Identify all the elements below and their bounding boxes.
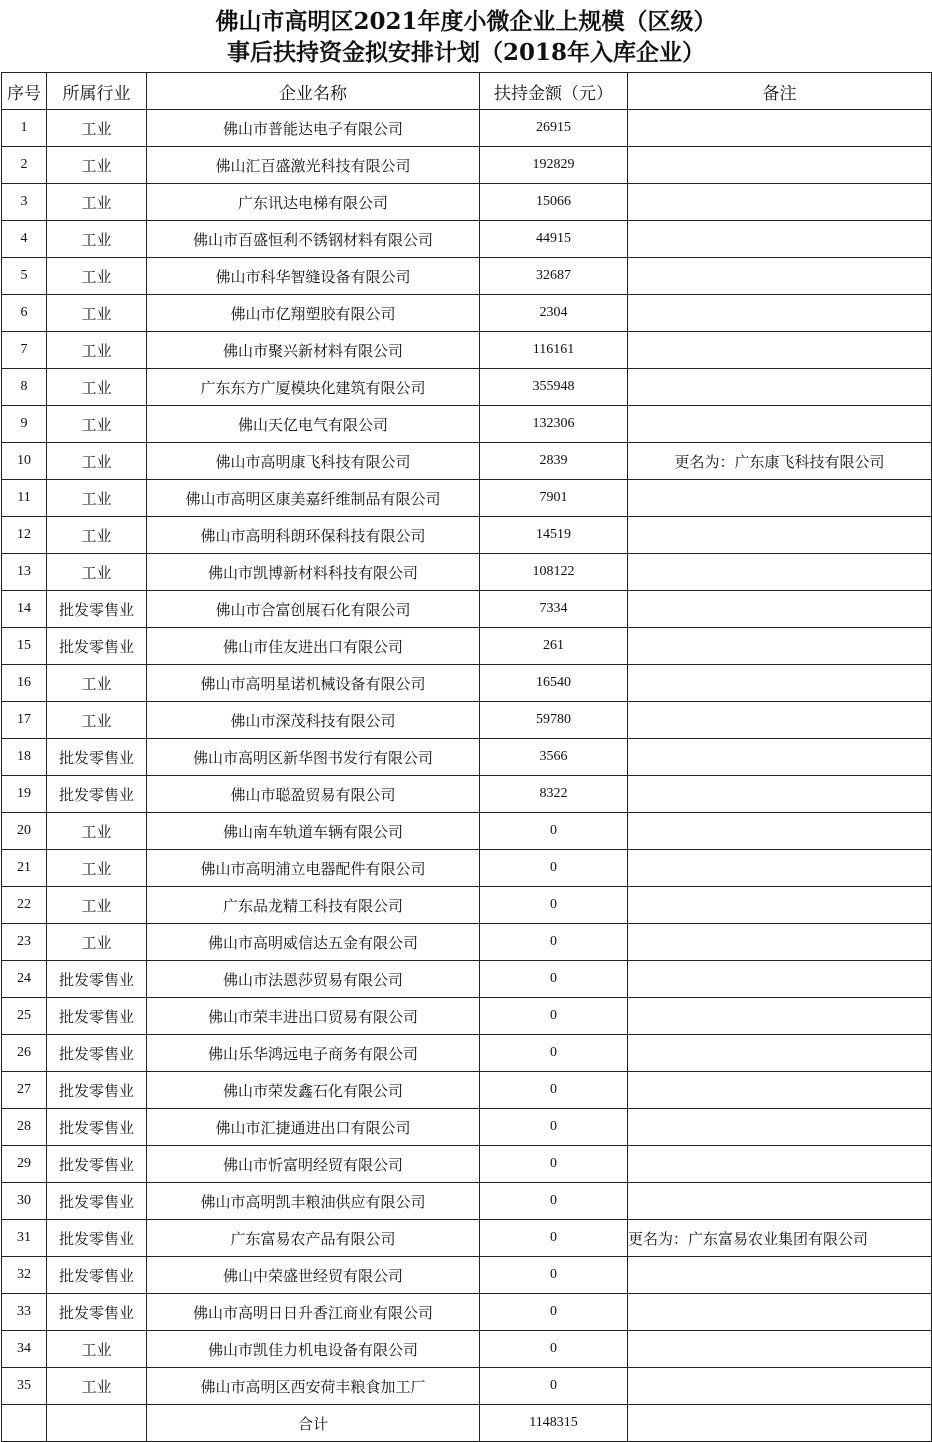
total-industry-cell (47, 1405, 147, 1442)
table-row (2, 554, 932, 591)
row-industry: 工业 (47, 443, 147, 480)
table-row (2, 998, 932, 1035)
table-row (2, 1368, 932, 1405)
row-no: 22 (2, 887, 47, 924)
row-amount: 0 (480, 924, 628, 961)
row-note: 更名为：广东康飞科技有限公司 (628, 443, 932, 480)
row-amount: 0 (480, 1257, 628, 1294)
row-amount: 2839 (480, 443, 628, 480)
row-company: 佛山市高明威信达五金有限公司 (147, 924, 480, 961)
table-row (2, 221, 932, 258)
row-industry: 工业 (47, 702, 147, 739)
row-note (628, 1072, 932, 1109)
row-company: 佛山市高明区新华图书发行有限公司 (147, 739, 480, 776)
row-note (628, 887, 932, 924)
row-amount: 0 (480, 1368, 628, 1405)
row-company: 佛山市聚兴新材料有限公司 (147, 332, 480, 369)
table-row (2, 517, 932, 554)
row-industry: 工业 (47, 295, 147, 332)
row-industry: 批发零售业 (47, 1220, 147, 1257)
row-amount: 0 (480, 961, 628, 998)
table-body (2, 110, 932, 1405)
table-row (2, 258, 932, 295)
row-company: 佛山南车轨道车辆有限公司 (147, 813, 480, 850)
row-amount: 2304 (480, 295, 628, 332)
row-no: 25 (2, 998, 47, 1035)
row-industry: 工业 (47, 850, 147, 887)
row-company: 佛山市高明星诺机械设备有限公司 (147, 665, 480, 702)
table-row (2, 924, 932, 961)
table-row (2, 1183, 932, 1220)
table-row (2, 702, 932, 739)
row-no: 17 (2, 702, 47, 739)
row-company: 佛山市佳友进出口有限公司 (147, 628, 480, 665)
row-company: 佛山天亿电气有限公司 (147, 406, 480, 443)
row-industry: 批发零售业 (47, 1183, 147, 1220)
row-no: 30 (2, 1183, 47, 1220)
row-amount: 0 (480, 1072, 628, 1109)
row-no: 31 (2, 1220, 47, 1257)
row-no: 24 (2, 961, 47, 998)
row-no: 12 (2, 517, 47, 554)
row-industry: 工业 (47, 554, 147, 591)
row-amount: 0 (480, 1331, 628, 1368)
row-no: 8 (2, 369, 47, 406)
table-row (2, 147, 932, 184)
row-industry: 批发零售业 (47, 628, 147, 665)
row-no: 33 (2, 1294, 47, 1331)
row-no: 2 (2, 147, 47, 184)
row-amount: 0 (480, 1109, 628, 1146)
table-header-row (2, 73, 932, 110)
row-amount: 0 (480, 1183, 628, 1220)
row-no: 32 (2, 1257, 47, 1294)
row-company: 佛山市高明康飞科技有限公司 (147, 443, 480, 480)
row-amount: 14519 (480, 517, 628, 554)
row-company: 佛山市荣发鑫石化有限公司 (147, 1072, 480, 1109)
row-note (628, 332, 932, 369)
row-note (628, 924, 932, 961)
row-amount: 16540 (480, 665, 628, 702)
row-no: 34 (2, 1331, 47, 1368)
row-no: 5 (2, 258, 47, 295)
row-amount: 108122 (480, 554, 628, 591)
total-note-cell (628, 1405, 932, 1442)
row-company: 佛山市深茂科技有限公司 (147, 702, 480, 739)
table-row (2, 776, 932, 813)
row-no: 35 (2, 1368, 47, 1405)
row-note (628, 850, 932, 887)
row-no: 1 (2, 110, 47, 147)
row-note (628, 369, 932, 406)
table-row (2, 1109, 932, 1146)
row-industry: 批发零售业 (47, 1146, 147, 1183)
row-company: 佛山市忻富明经贸有限公司 (147, 1146, 480, 1183)
row-industry: 工业 (47, 924, 147, 961)
row-industry: 批发零售业 (47, 998, 147, 1035)
header-amount: 扶持金额（元） (480, 73, 628, 110)
row-company: 佛山市凯佳力机电设备有限公司 (147, 1331, 480, 1368)
table-row (2, 1035, 932, 1072)
row-note (628, 1368, 932, 1405)
row-no: 28 (2, 1109, 47, 1146)
row-note (628, 813, 932, 850)
row-no: 23 (2, 924, 47, 961)
header-industry: 所属行业 (47, 73, 147, 110)
row-no: 7 (2, 332, 47, 369)
row-amount: 192829 (480, 147, 628, 184)
row-note (628, 628, 932, 665)
page-subtitle: 事后扶持资金拟安排计划（2018年入库企业） (226, 39, 705, 66)
row-industry: 工业 (47, 221, 147, 258)
row-industry: 工业 (47, 332, 147, 369)
row-amount: 0 (480, 1220, 628, 1257)
row-industry: 批发零售业 (47, 1072, 147, 1109)
row-company: 佛山市荣丰进出口贸易有限公司 (147, 998, 480, 1035)
row-company: 佛山市合富创展石化有限公司 (147, 591, 480, 628)
row-amount: 44915 (480, 221, 628, 258)
header-company: 企业名称 (147, 73, 480, 110)
row-no: 27 (2, 1072, 47, 1109)
row-company: 佛山市普能达电子有限公司 (147, 110, 480, 147)
row-amount: 0 (480, 998, 628, 1035)
row-company: 佛山市高明科朗环保科技有限公司 (147, 517, 480, 554)
row-industry: 工业 (47, 813, 147, 850)
row-company: 佛山市凯博新材料科技有限公司 (147, 554, 480, 591)
row-note (628, 147, 932, 184)
table-row (2, 961, 932, 998)
page-title: 佛山市高明区2021年度小微企业上规模（区级） (215, 8, 717, 35)
row-industry: 工业 (47, 369, 147, 406)
table-row (2, 1294, 932, 1331)
row-industry: 批发零售业 (47, 739, 147, 776)
row-company: 佛山市汇捷通进出口有限公司 (147, 1109, 480, 1146)
row-company: 广东讯达电梯有限公司 (147, 184, 480, 221)
row-note (628, 1109, 932, 1146)
row-no: 21 (2, 850, 47, 887)
table-row (2, 628, 932, 665)
row-company: 广东东方广厦模块化建筑有限公司 (147, 369, 480, 406)
row-company: 佛山市亿翔塑胶有限公司 (147, 295, 480, 332)
row-company: 佛山市百盛恒利不锈钢材料有限公司 (147, 221, 480, 258)
row-no: 9 (2, 406, 47, 443)
row-note (628, 221, 932, 258)
table-row (2, 1220, 932, 1257)
row-industry: 工业 (47, 517, 147, 554)
table-row (2, 739, 932, 776)
table-row (2, 591, 932, 628)
table-row (2, 887, 932, 924)
row-industry: 批发零售业 (47, 1294, 147, 1331)
row-company: 佛山汇百盛激光科技有限公司 (147, 147, 480, 184)
row-no: 11 (2, 480, 47, 517)
table-row (2, 184, 932, 221)
row-note (628, 517, 932, 554)
row-note (628, 258, 932, 295)
table-row (2, 1257, 932, 1294)
funding-table (1, 72, 932, 1442)
row-note (628, 702, 932, 739)
row-industry: 工业 (47, 406, 147, 443)
row-note (628, 1331, 932, 1368)
table-row (2, 406, 932, 443)
row-company: 佛山乐华鸿远电子商务有限公司 (147, 1035, 480, 1072)
row-company: 佛山市聪盈贸易有限公司 (147, 776, 480, 813)
header-note: 备注 (628, 73, 932, 110)
row-no: 6 (2, 295, 47, 332)
row-note (628, 184, 932, 221)
table-row (2, 813, 932, 850)
row-no: 14 (2, 591, 47, 628)
row-company: 佛山中荣盛世经贸有限公司 (147, 1257, 480, 1294)
row-amount: 0 (480, 813, 628, 850)
row-amount: 261 (480, 628, 628, 665)
row-note (628, 110, 932, 147)
row-industry: 工业 (47, 258, 147, 295)
row-note (628, 406, 932, 443)
row-company: 佛山市高明凯丰粮油供应有限公司 (147, 1183, 480, 1220)
row-note (628, 295, 932, 332)
row-industry: 工业 (47, 1331, 147, 1368)
row-company: 佛山市高明日日升香江商业有限公司 (147, 1294, 480, 1331)
row-note (628, 1035, 932, 1072)
row-industry: 工业 (47, 480, 147, 517)
row-no: 29 (2, 1146, 47, 1183)
row-industry: 工业 (47, 1368, 147, 1405)
row-amount: 0 (480, 1146, 628, 1183)
row-note (628, 1183, 932, 1220)
row-amount: 0 (480, 1294, 628, 1331)
row-note (628, 591, 932, 628)
table-row (2, 480, 932, 517)
row-industry: 工业 (47, 887, 147, 924)
table-row (2, 369, 932, 406)
row-no: 4 (2, 221, 47, 258)
total-no-cell (2, 1405, 47, 1442)
row-amount: 132306 (480, 406, 628, 443)
row-company: 广东品龙精工科技有限公司 (147, 887, 480, 924)
row-amount: 26915 (480, 110, 628, 147)
row-no: 3 (2, 184, 47, 221)
row-no: 18 (2, 739, 47, 776)
row-no: 16 (2, 665, 47, 702)
row-note (628, 1294, 932, 1331)
row-amount: 116161 (480, 332, 628, 369)
row-industry: 批发零售业 (47, 591, 147, 628)
row-no: 20 (2, 813, 47, 850)
row-industry: 批发零售业 (47, 1035, 147, 1072)
row-industry: 批发零售业 (47, 961, 147, 998)
total-label: 合计 (147, 1405, 480, 1442)
row-note (628, 554, 932, 591)
table-row (2, 443, 932, 480)
table-row (2, 295, 932, 332)
row-no: 15 (2, 628, 47, 665)
table-row (2, 1072, 932, 1109)
row-amount: 3566 (480, 739, 628, 776)
row-company: 佛山市高明浦立电器配件有限公司 (147, 850, 480, 887)
row-company: 佛山市科华智缝设备有限公司 (147, 258, 480, 295)
table-row (2, 332, 932, 369)
row-amount: 7334 (480, 591, 628, 628)
row-company: 佛山市法恩莎贸易有限公司 (147, 961, 480, 998)
row-note (628, 1146, 932, 1183)
row-industry: 批发零售业 (47, 776, 147, 813)
row-no: 19 (2, 776, 47, 813)
row-amount: 32687 (480, 258, 628, 295)
row-company: 广东富易农产品有限公司 (147, 1220, 480, 1257)
row-industry: 工业 (47, 110, 147, 147)
table-row (2, 850, 932, 887)
total-amount: 1148315 (480, 1405, 628, 1442)
table-row (2, 1146, 932, 1183)
row-industry: 工业 (47, 147, 147, 184)
row-industry: 批发零售业 (47, 1257, 147, 1294)
row-no: 26 (2, 1035, 47, 1072)
row-amount: 7901 (480, 480, 628, 517)
row-company: 佛山市高明区康美嘉纤维制品有限公司 (147, 480, 480, 517)
row-no: 13 (2, 554, 47, 591)
row-industry: 工业 (47, 665, 147, 702)
table-row (2, 1331, 932, 1368)
row-note (628, 480, 932, 517)
total-row (2, 1405, 932, 1442)
header-no: 序号 (2, 73, 47, 110)
row-note (628, 1257, 932, 1294)
row-industry: 批发零售业 (47, 1109, 147, 1146)
row-note: 更名为：广东富易农业集团有限公司 (628, 1220, 932, 1257)
row-amount: 355948 (480, 369, 628, 406)
table-row (2, 665, 932, 702)
row-note (628, 665, 932, 702)
row-amount: 0 (480, 850, 628, 887)
table-row (2, 110, 932, 147)
row-no: 10 (2, 443, 47, 480)
row-industry: 工业 (47, 184, 147, 221)
row-amount: 59780 (480, 702, 628, 739)
row-note (628, 961, 932, 998)
row-company: 佛山市高明区西安荷丰粮食加工厂 (147, 1368, 480, 1405)
row-amount: 8322 (480, 776, 628, 813)
row-note (628, 776, 932, 813)
row-note (628, 739, 932, 776)
row-amount: 0 (480, 1035, 628, 1072)
row-amount: 0 (480, 887, 628, 924)
row-note (628, 998, 932, 1035)
row-amount: 15066 (480, 184, 628, 221)
